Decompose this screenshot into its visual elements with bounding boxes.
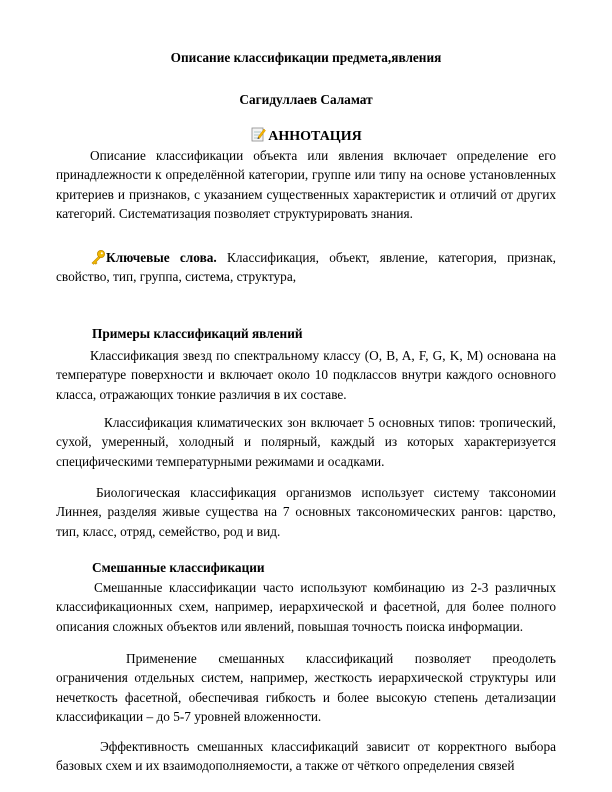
- section1-paragraph-2: [56, 413, 556, 471]
- annotation-heading-row: [0, 126, 612, 145]
- section1-text-3: Биологическая классификация организмов использует систему таксономии Линнея, разделяя живые существа на 7 основных таксономических рангов: царство, тип, класс, отряд, семейство, род и вид.: [56, 485, 556, 539]
- section2-heading: Смешанные классификации: [92, 560, 265, 575]
- section2-text-1: Смешанные классификации часто используют комбинацию из 2-3 различных классификационных схем, например, иерархической и фасетной, для более полного описания сложных объектов или явлений, повышая точность поиска информации.: [56, 580, 556, 634]
- keywords-label: Ключевые слова.: [106, 250, 217, 265]
- section1-text-1: Классификация звезд по спектральному классу (O, B, A, F, G, K, M) основана на температуре поверхности и включает около 10 подклассов внутри каждого основного класса, отражающих тонкие различия в их составе.: [56, 348, 556, 402]
- section2-paragraph-2: [56, 649, 556, 727]
- key-icon: [90, 249, 106, 265]
- keywords-text: Классификация, объект, явление, категория, признак, свойство, тип, группа, система, структура,: [56, 250, 557, 285]
- keywords-paragraph: [56, 248, 556, 287]
- section2-text-2: Применение смешанных классификаций позволяет преодолеть ограничения отдельных систем, например, жесткость иерархической структуры или нечеткость фасетной, обеспечивая гибкость и более высокую степень детализации классификации – до 5-7 уровней вложенности.: [56, 651, 556, 725]
- section1-paragraph-1: [56, 346, 556, 404]
- section1-paragraph-3: [56, 483, 556, 541]
- annotation-paragraph: [56, 146, 556, 224]
- section2-paragraph-3: [56, 737, 556, 776]
- section1-heading: Примеры классификаций явлений: [92, 326, 303, 341]
- section2-paragraph-1: [56, 578, 556, 636]
- section2-text-3: Эффективность смешанных классификаций зависит от корректного выбора базовых схем и их взаимодополняемости, а также от чёткого определения связей: [56, 739, 556, 774]
- document-title: Описание классификации предмета,явления: [170, 50, 442, 65]
- section1-text-2: Классификация климатических зон включает 5 основных типов: тропический, сухой, умеренный, холодный и полярный, каждый из которых характеризуется специфическими температурными режимами и осадками.: [56, 415, 556, 469]
- annotation-text: Описание классификации объекта или явления включает определение его принадлежности к определённой категории, группе или типу на основе установленных критериев и признаков, с указанием существенных характеристик и отличий от других категорий. Систематизация позволяет структурировать знания.: [56, 148, 556, 222]
- memo-icon: [250, 126, 266, 142]
- author-name: Сагидуллаев Саламат: [239, 92, 373, 107]
- annotation-heading: АННОТАЦИЯ: [268, 129, 362, 144]
